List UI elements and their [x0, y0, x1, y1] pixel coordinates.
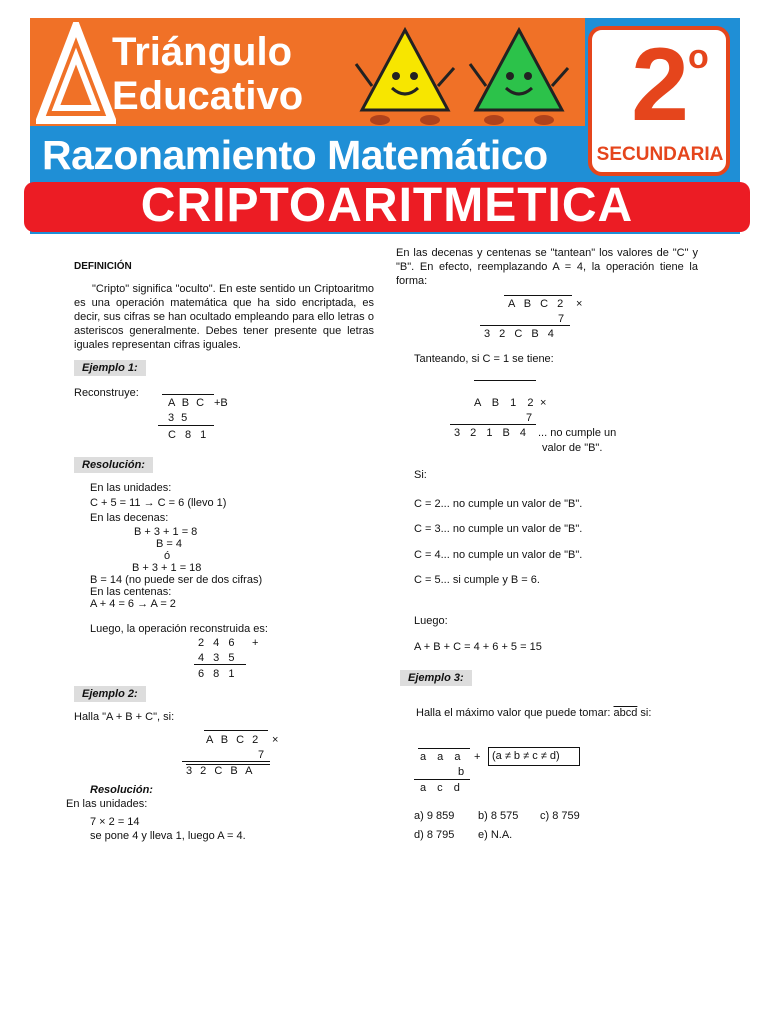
overline [504, 295, 572, 296]
res1-line: C + 5 = 11 → C = 6 (llevo 1) [90, 497, 227, 509]
luego-label: Luego: [414, 615, 448, 627]
res1-line: A + 4 = 6 → A = 2 [90, 598, 176, 610]
try-row2: 7 [526, 412, 533, 424]
try-note: ... no cumple un [538, 427, 617, 439]
green-triangle-mascot [464, 24, 574, 128]
sum-line [414, 779, 470, 780]
res1-line: En las centenas: [90, 586, 172, 598]
sum-line [194, 664, 246, 665]
ex2-operator: × [272, 734, 279, 746]
res1-row1: 2 4 6 [198, 637, 235, 649]
example-3-tag: Ejemplo 3: [400, 670, 472, 686]
grade-number: 2 [631, 27, 689, 143]
ex3-operator: + [474, 751, 481, 763]
try-operator: × [540, 397, 547, 409]
example-1-tag: Ejemplo 1: [74, 360, 146, 376]
case-line: C = 3... no cumple un valor de "B". [414, 523, 583, 535]
subject-title: Razonamiento Matemático [42, 132, 548, 178]
res1-line: Luego, la operación reconstruida es: [90, 623, 268, 635]
brand-name-line2: Educativo [112, 74, 304, 118]
ex3-row3: a c d [420, 782, 460, 794]
ex2-row3: 3 2 C B A [186, 765, 253, 777]
option-d: d) 8 795 [414, 829, 455, 841]
grade-superscript: o [688, 38, 709, 76]
ex1-row2: 3 5 [168, 412, 188, 424]
res1-line: B + 3 + 1 = 18 [132, 562, 202, 574]
form-row3: 3 2 C B 4 [484, 328, 554, 340]
overline [474, 380, 536, 381]
form-row1: A B C 2 [508, 298, 564, 310]
case-line: C = 5... si cumple y B = 6. [414, 574, 540, 586]
definition-heading: DEFINICIÓN [74, 261, 132, 272]
form-row2: 7 [558, 313, 565, 325]
try-row1: A B 1 2 [474, 397, 534, 409]
res1-row2: 4 3 5 [198, 652, 235, 664]
product-line [450, 424, 536, 425]
ex2-row1: A B C 2 [206, 734, 259, 746]
example-1-prompt: Reconstruye: [74, 387, 139, 399]
ex3-row2: b [458, 766, 465, 778]
overline [418, 748, 470, 749]
example-3-word: abcd [613, 707, 638, 719]
resolution-1-tag: Resolución: [74, 457, 153, 473]
res1-operator: + [252, 637, 259, 649]
try-row3: 3 2 1 B 4 [454, 427, 527, 439]
example-3-prompt-text: Halla el máximo valor que puede tomar: [416, 707, 611, 719]
res1-line: ó [164, 550, 171, 562]
ex3-row1: a a a [420, 751, 461, 763]
option-b: b) 8 575 [478, 810, 519, 822]
res2-line: se pone 4 y lleva 1, luego A = 4. [90, 830, 246, 842]
example-2-prompt: Halla "A + B + C", si: [74, 711, 175, 723]
res1-line: B = 4 [156, 538, 182, 550]
res1-line: B + 3 + 1 = 8 [134, 526, 198, 538]
ex1-row1: A B C [168, 397, 205, 409]
ex2-row2: 7 [258, 749, 265, 761]
product-line [182, 761, 270, 762]
res2-line: En las unidades: [66, 798, 148, 810]
try-text: Tanteando, si C = 1 se tiene: [414, 353, 554, 365]
option-e: e) N.A. [478, 829, 513, 841]
overline [162, 394, 214, 395]
sum-line [158, 425, 214, 426]
overline [204, 730, 268, 731]
example-3-si: si: [640, 707, 652, 719]
definition-text: "Cripto" significa "oculto". En este sentido un Criptoaritmo es una operación matemática que ha sido encriptada, es decir, sus cifras se han ocultado empleando para ello letras o asteriscos generalmente. Debes tener presente que letras iguales representan cifras iguales. [74, 283, 374, 351]
intro-text: En las decenas y centenas se "tantean" los valores de "C" y "B". En efecto, reemplazando A = 4, la operación tiene la forma: [396, 247, 698, 287]
example-2-tag: Ejemplo 2: [74, 686, 146, 702]
page-title: CRIPTOARITMETICA [140, 179, 634, 232]
ex1-operator: +B [214, 397, 228, 409]
grade-level: SECUNDARIA [596, 144, 724, 165]
option-c: c) 8 759 [540, 810, 580, 822]
sum-result: A + B + C = 4 + 6 + 5 = 15 [414, 641, 542, 653]
yellow-triangle-mascot [350, 24, 460, 128]
option-a: a) 9 859 [414, 810, 455, 822]
brand-name-line1: Triángulo [112, 30, 292, 74]
res1-row3: 6 8 1 [198, 668, 235, 680]
res2-line: 7 × 2 = 14 [90, 816, 140, 828]
product-line [480, 325, 570, 326]
form-operator: × [576, 298, 583, 310]
res1-line: En las unidades: [90, 482, 172, 494]
brand-triangle-logo [36, 22, 116, 126]
si-label: Si: [414, 469, 427, 481]
res1-line: B = 14 (no puede ser de dos cifras) [90, 574, 263, 586]
res1-line: En las decenas: [90, 512, 169, 524]
example-3-prompt [416, 706, 651, 720]
try-note: valor de "B". [542, 442, 603, 454]
ex3-condition: (a ≠ b ≠ c ≠ d) [492, 750, 560, 762]
case-line: C = 4... no cumple un valor de "B". [414, 549, 583, 561]
ex1-row3: C 8 1 [168, 429, 207, 441]
resolution-2-tag: Resolución: [82, 782, 161, 798]
case-line: C = 2... no cumple un valor de "B". [414, 498, 583, 510]
